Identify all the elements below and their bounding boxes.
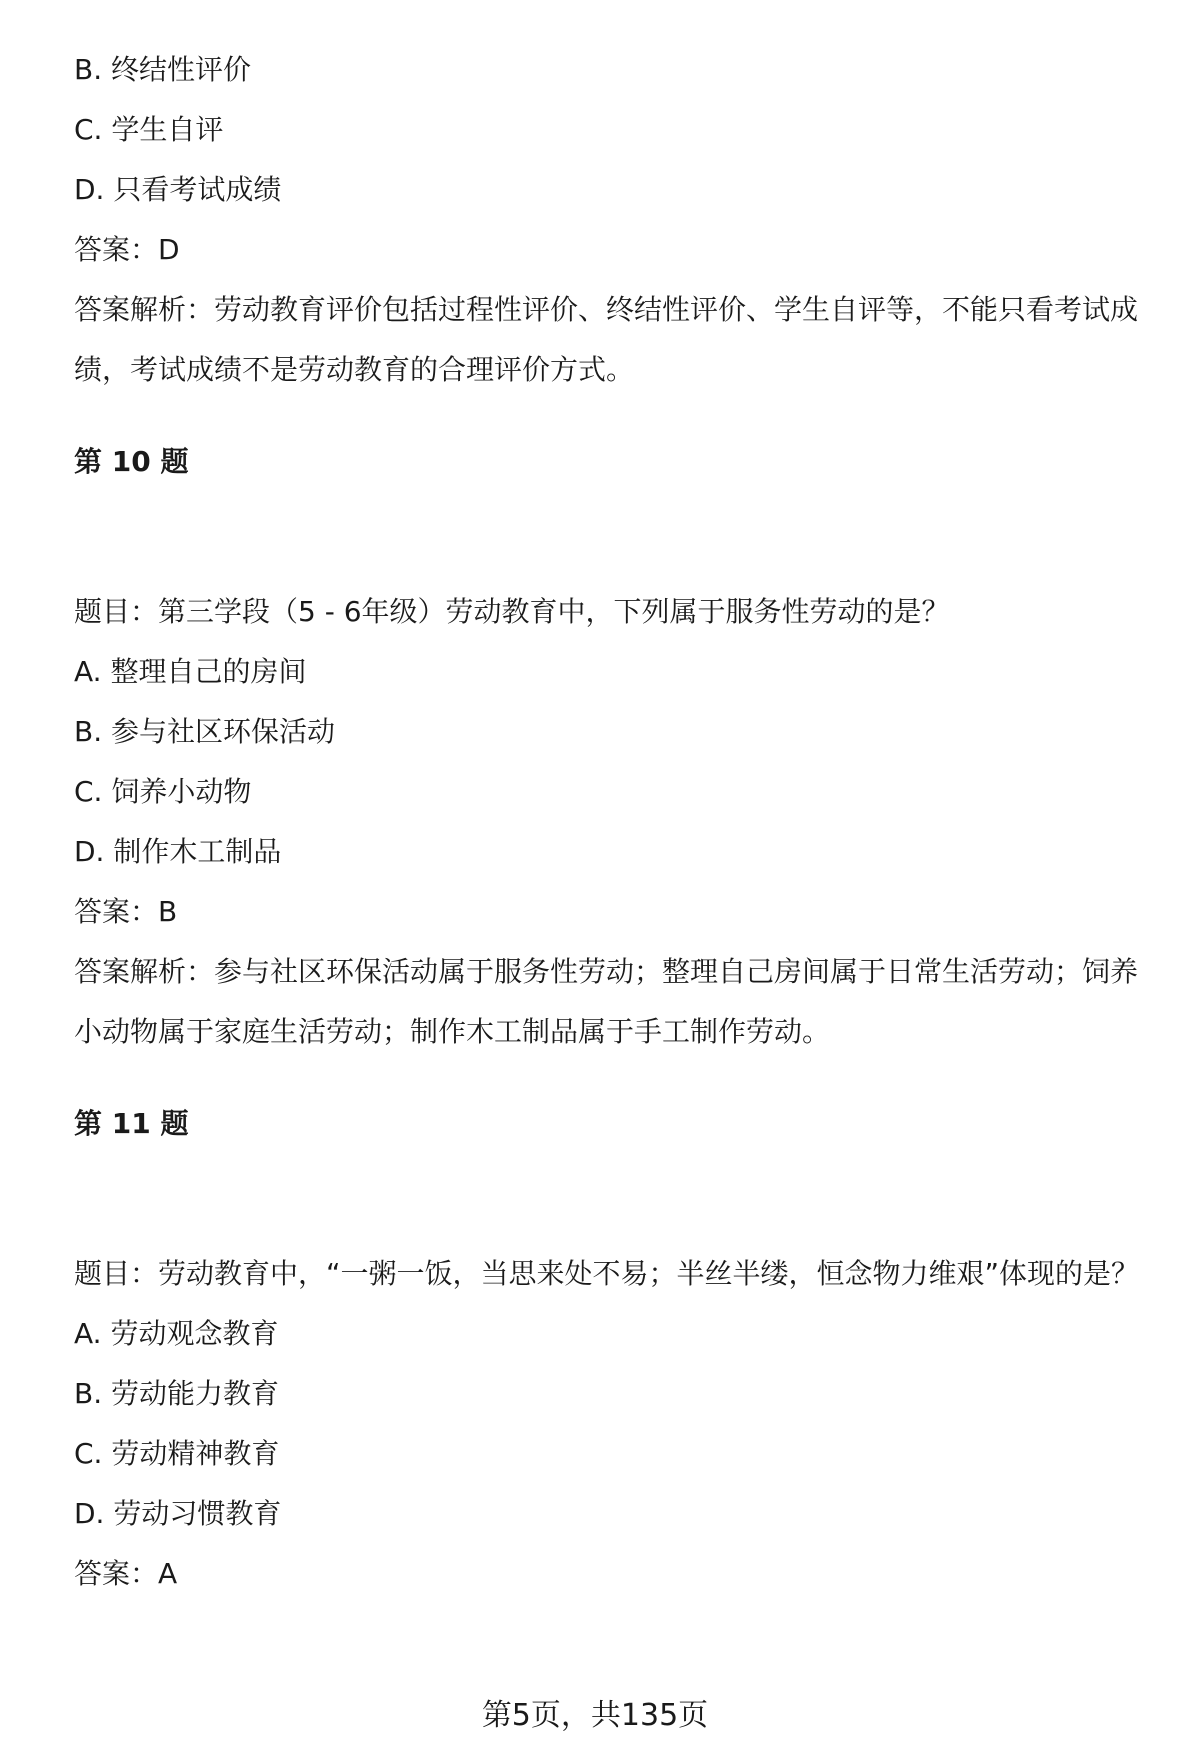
q10-option-a: A. 整理自己的房间 [74, 655, 307, 688]
q9-analysis: 答案解析：劳动教育评价包括过程性评价、终结性评价、学生自评等，不能只看考试成绩，考试成绩不是劳动教育的合理评价方式。 [74, 293, 1139, 386]
q11-answer: 答案：A [74, 1557, 178, 1590]
q10-question: 题目：第三学段（5 - 6年级）劳动教育中，下列属于服务性劳动的是？ [74, 595, 950, 628]
q11-option-a: A. 劳动观念教育 [74, 1317, 279, 1350]
q10-option-b: B. 参与社区环保活动 [74, 715, 336, 748]
page-content [74, 40, 1164, 1604]
q10-answer: 答案：B [74, 895, 178, 928]
q9-option-d: D. 只看考试成绩 [74, 173, 282, 206]
page-indicator: 第5页，共135页 [481, 1698, 709, 1733]
q10-analysis: 答案解析：参与社区环保活动属于服务性劳动；整理自己房间属于日常生活劳动；饲养小动物属于家庭生活劳动；制作木工制品属于手工制作劳动。 [74, 955, 1139, 1048]
q9-option-c: C. 学生自评 [74, 113, 224, 146]
q10-heading: 第 10 题 [74, 445, 189, 478]
q9-answer: 答案：D [74, 233, 180, 266]
q9-option-b: B. 终结性评价 [74, 53, 252, 86]
q11-option-b: B. 劳动能力教育 [74, 1377, 280, 1410]
q11-option-c: C. 劳动精神教育 [74, 1437, 280, 1470]
q11-option-d: D. 劳动习惯教育 [74, 1497, 282, 1530]
q11-heading: 第 11 题 [74, 1107, 189, 1140]
q11-question: 题目：劳动教育中，“一粥一饭，当思来处不易；半丝半缕，恒念物力维艰”体现的是？ [74, 1257, 1140, 1290]
q10-option-c: C. 饲养小动物 [74, 775, 252, 808]
q10-option-d: D. 制作木工制品 [74, 835, 282, 868]
